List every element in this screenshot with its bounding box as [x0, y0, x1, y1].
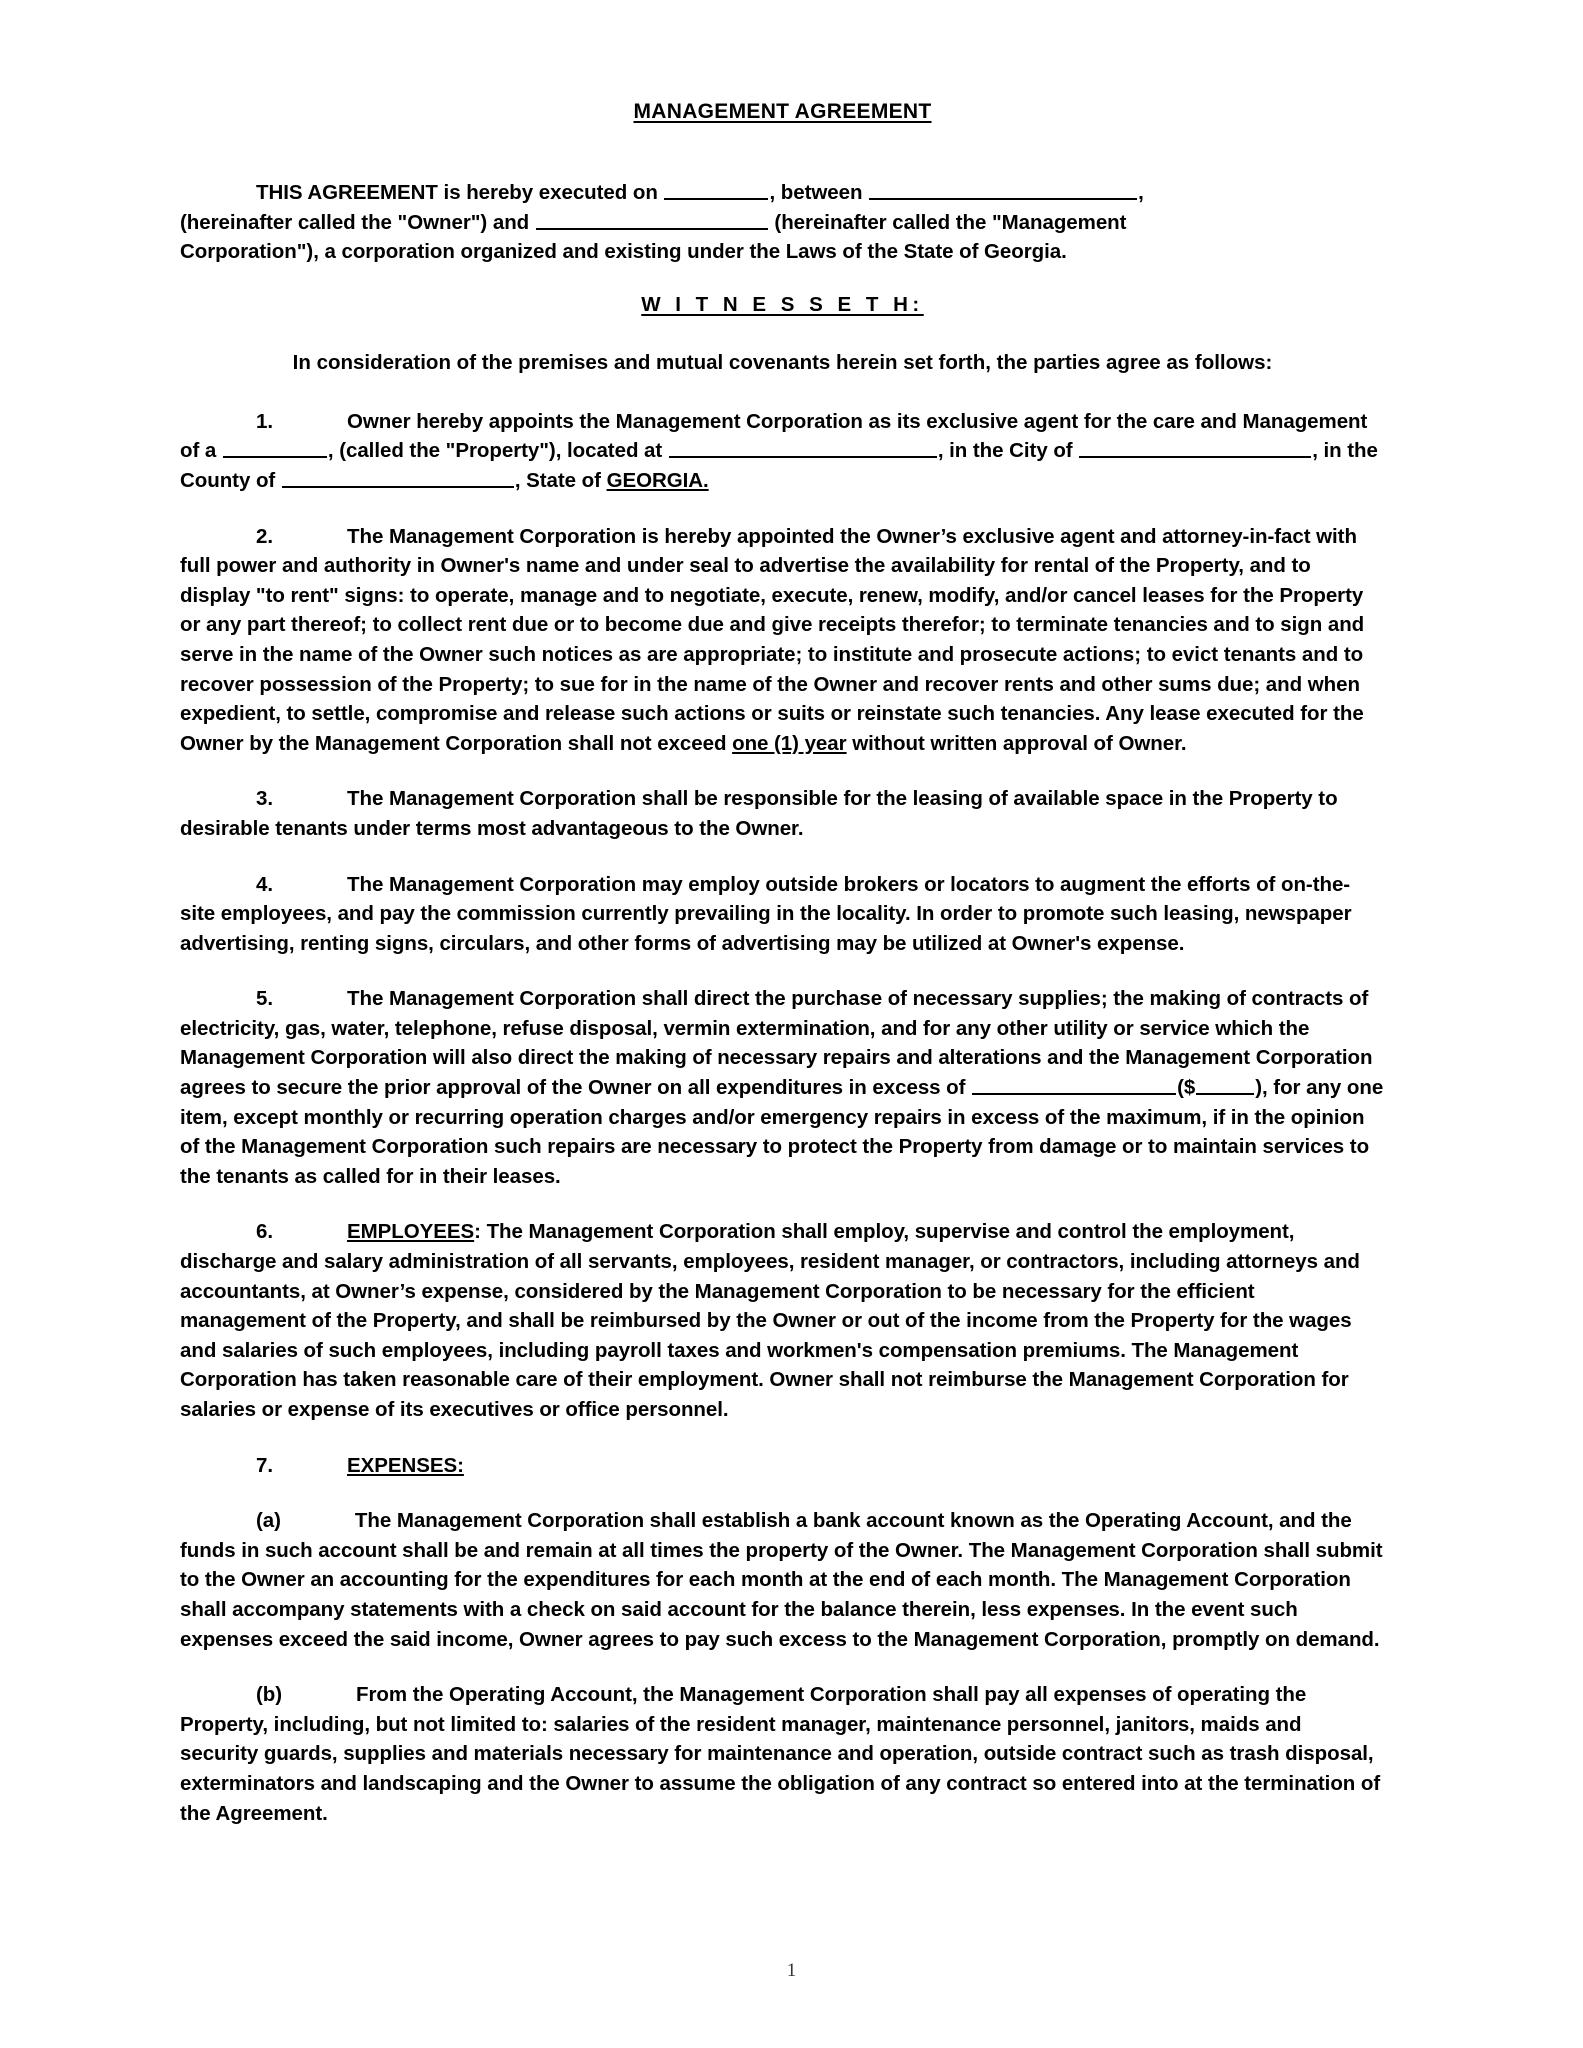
- lease-term: one (1) year: [732, 731, 847, 755]
- date-blank[interactable]: [664, 179, 768, 200]
- clause-1-segment-5: , State of: [514, 468, 607, 492]
- clause-3-text: The Management Corporation shall be responsible for the leasing of available space in the Property to desirable tenants under terms most advantageous to the Owner.: [180, 787, 1338, 840]
- clause-6: [180, 1217, 1385, 1424]
- clause-2-segment-1: The Management Corporation is hereby appointed the Owner’s exclusive agent and attorney-in-fact with full power and authority in Owner's name and under seal to advertise the availability for rental of the Property, and to display "to rent" signs: to operate, manage and to negotiate, execute, renew, modify, and/or cancel leases for the Property or any part thereof; to collect rent due or to become due and give receipts therefor; to terminate tenancies and to sign and serve in the name of the Owner such notices as are appropriate; to institute and prosecute actions; to evict tenants and to recover possession of the Property; to sue for in the name of the Owner and recover rents and other sums due; and when expedient, to settle, compromise and release such actions or suits or reinstate such tenancies. Any lease executed for the Owner by the Management Corporation shall not exceed: [180, 524, 1365, 755]
- intro-segment-6: Corporation"), a corporation organized and existing under the Laws of the State of Georgia.: [180, 240, 1067, 264]
- clause-6-heading: EMPLOYEES: [347, 1220, 475, 1244]
- clause-1-segment-2: , (called the "Property"), located at: [327, 439, 668, 463]
- clause-7a-number: (a): [256, 1509, 281, 1533]
- clause-4-number: 4.: [256, 872, 273, 896]
- clause-3: [180, 784, 1385, 843]
- clause-1-segment-4: , in the County of: [180, 439, 1378, 492]
- intro-segment-3: ,: [1138, 181, 1144, 204]
- clause-7: [180, 1451, 1385, 1481]
- clause-7b-text: From the Operating Account, the Management Corporation shall pay all expenses of operating the Property, including, but not limited to: salaries of the resident manager, maintenance personnel, janitors, maids and security guards, supplies and materials necessary for maintenance and operation, outside contract such as trash disposal, exterminators and landscaping and the Owner to assume the obligation of any contract so entered into at the termination of the Agreement.: [180, 1683, 1381, 1825]
- clause-5-number: 5.: [256, 987, 273, 1011]
- city-blank[interactable]: [1079, 437, 1311, 458]
- county-blank[interactable]: [282, 467, 514, 488]
- clause-6-text: : The Management Corporation shall employ, supervise and control the employment, discharge and salary administration of all servants, employees, resident manager, or contractors, including attorneys and accountants, at Owner’s expense, considered by the Management Corporation to be necessary for the efficient management of the Property, and shall be reimbursed by the Owner or out of the income from the Property for the wages and salaries of such employees, including payroll taxes and workmen's compensation premiums. The Management Corporation has taken reasonable care of their employment. Owner shall not reimburse the Management Corporation for salaries or expense of its executives or office personnel.: [180, 1220, 1360, 1421]
- document-body: [180, 100, 1385, 1854]
- consideration-paragraph: In consideration of the premises and mutual covenants herein set forth, the parties agree as follows:: [292, 350, 1273, 374]
- witnesseth-heading: [180, 293, 1385, 317]
- page-title: [180, 100, 1385, 124]
- intro-paragraph: [180, 178, 1385, 267]
- witnesseth-text: W I T N E S S E T H:: [641, 292, 924, 316]
- management-corporation-blank[interactable]: [536, 209, 768, 230]
- clause-3-number: 3.: [256, 787, 273, 811]
- clause-5-segment-1: The Management Corporation shall direct the purchase of necessary supplies; the making of contracts of electricity, gas, water, telephone, refuse disposal, vermin extermination, and for any other utility or service which the Management Corporation will also direct the making of necessary repairs and alterations and the Management Corporation agrees to secure the prior approval of the Owner on all expenditures in excess of: [180, 987, 1373, 1100]
- clause-4-text: The Management Corporation may employ outside brokers or locators to augment the efforts of on-the-site employees, and pay the commission currently prevailing in the locality. In order to promote such leasing, newspaper advertising, renting signs, circulars, and other forms of advertising may be utilized at Owner's expense.: [180, 872, 1352, 955]
- clause-7a: [180, 1506, 1385, 1654]
- clause-6-number: 6.: [256, 1220, 273, 1244]
- clause-5: [180, 984, 1385, 1191]
- intro-segment-2: , between: [769, 181, 869, 204]
- property-address-blank[interactable]: [669, 437, 937, 458]
- clause-7-number: 7.: [256, 1453, 273, 1477]
- clause-1-segment-1: Owner hereby appoints the Management Corporation as its exclusive agent for the care and Management of a: [180, 409, 1368, 463]
- expenditure-dollar-blank[interactable]: [1196, 1074, 1254, 1095]
- clause-5-segment-2: ($: [1177, 1076, 1196, 1100]
- page-number: 1: [786, 1960, 797, 1981]
- clause-2: [180, 522, 1385, 759]
- clause-7a-text: The Management Corporation shall establish a bank account known as the Operating Account, and the funds in such account shall be and remain at all times the property of the Owner. The Management Corporation shall submit to the Owner an accounting for the expenditures for each month at the end of each month. The Management Corporation shall accompany statements with a check on said account for the balance therein, less expenses. In the event such expenses exceed the said income, Owner agrees to pay such excess to the Management Corporation, promptly on demand.: [180, 1509, 1383, 1651]
- owner-name-blank[interactable]: [869, 179, 1137, 200]
- clause-4: [180, 870, 1385, 959]
- property-type-blank[interactable]: [223, 437, 327, 458]
- expenditure-amount-blank[interactable]: [972, 1074, 1176, 1095]
- state-name: GEORGIA.: [606, 468, 709, 492]
- intro-segment-1: THIS AGREEMENT is hereby executed on: [256, 181, 664, 204]
- clause-1-number: 1.: [256, 409, 273, 433]
- clause-2-segment-2: without written approval of Owner.: [846, 731, 1187, 755]
- clause-1: [180, 407, 1385, 496]
- clause-2-number: 2.: [256, 524, 273, 548]
- intro-segment-5: (hereinafter called the "Management: [768, 210, 1127, 234]
- clause-7b: [180, 1680, 1385, 1828]
- clause-5-segment-3: ), for any one item, except monthly or recurring operation charges and/or emergency repairs in excess of the maximum, if in the opinion of the Management Corporation such repairs are necessary to protect the Property from damage or to maintain services to the tenants as called for in their leases.: [180, 1076, 1384, 1188]
- intro-segment-4: (hereinafter called the "Owner") and: [180, 210, 535, 234]
- clause-7b-number: (b): [256, 1683, 283, 1707]
- clause-7-heading: EXPENSES:: [347, 1453, 464, 1477]
- clause-1-segment-3: , in the City of: [937, 439, 1079, 463]
- page-title-text: MANAGEMENT AGREEMENT: [633, 100, 932, 123]
